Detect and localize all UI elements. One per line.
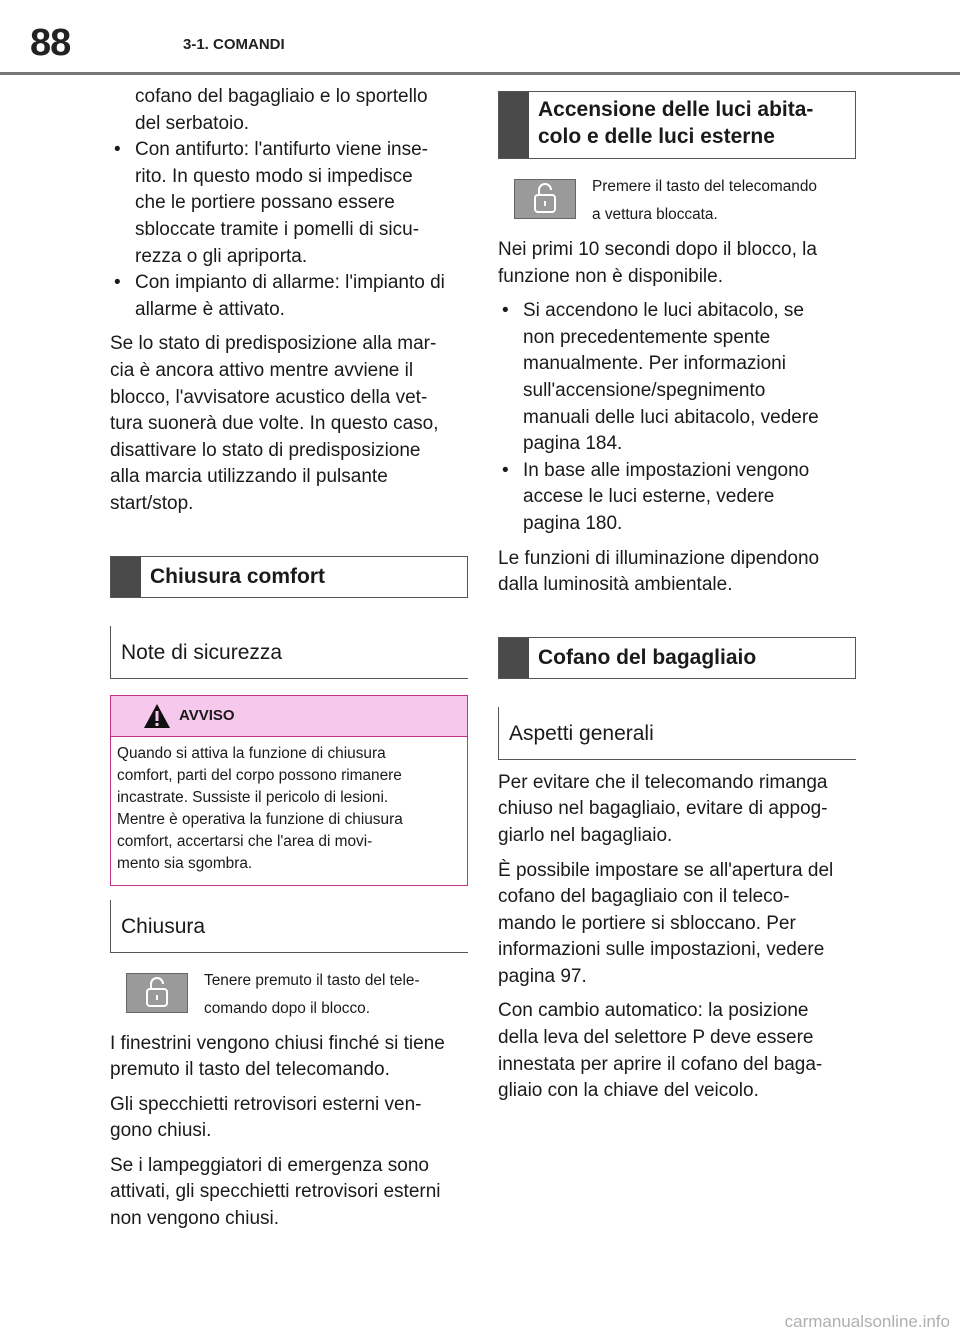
page-number: 88 <box>30 22 71 64</box>
paragraph: I finestrini vengono chiusi finché si tiene premuto il tasto del telecomando. <box>110 1032 445 1081</box>
list-item: • In base alle impostazioni vengono accese le luci esterne, vedere pagina 180. <box>502 459 810 534</box>
warning-triangle-icon <box>143 703 171 729</box>
section-heading-cofano-bagagliaio: Cofano del bagagliaio <box>498 637 856 679</box>
bullet-list <box>498 298 856 537</box>
subheading-chiusura: Chiusura <box>110 900 468 953</box>
warning-label: AVVISO <box>179 706 235 724</box>
text-line: che le portiere possano essere <box>135 192 395 214</box>
padlock-icon <box>514 179 576 219</box>
right-column <box>498 91 856 1113</box>
text-line: sbloccate tramite i pomelli di sicu- <box>135 218 420 240</box>
padlock-icon <box>126 973 188 1013</box>
section-block <box>499 92 529 158</box>
chapter-title: 3-1. COMANDI <box>183 36 285 53</box>
section-block <box>111 557 141 597</box>
key-instruction <box>498 173 856 229</box>
text-line: Con impianto di allarme: l'impianto di <box>135 272 445 294</box>
paragraph: Gli specchietti retrovisori esterni ven- gono chiusi. <box>110 1093 422 1142</box>
section-heading-chiusura-comfort: Chiusura comfort <box>110 556 468 598</box>
paragraph: Con cambio automatico: la posizione della leva del selettore P deve essere innestata per aprire il cofano del baga- gliaio con la chiave del veicolo. <box>498 1000 823 1102</box>
paragraph: Se lo stato di predisposizione alla mar- cia è ancora attivo mentre avviene il blocco, l'avvisatore acustico della vet- tura suonerà due volte. In questo caso, disattivare lo stato di predisposizione alla marcia utilizzando il pulsante start/stop. <box>110 333 439 514</box>
text-line: del serbatoio. <box>135 112 250 134</box>
section-heading-accensione-luci: Accensione delle luci abita- colo e delle luci esterne <box>498 91 856 159</box>
warning-text: Quando si attiva la funzione di chiusura comfort, parti del corpo possono rimanere incastrate. Sussiste il pericolo di lesioni. Mentre è operativa la funzione di chiusura comfort, accertarsi che l'area di movi- mento sia sgombra. <box>117 744 403 872</box>
warning-header <box>111 696 467 737</box>
paragraph: Nei primi 10 secondi dopo il blocco, la funzione non è disponibile. <box>498 239 817 287</box>
paragraph: È possibile impostare se all'apertura del cofano del bagagliaio con il teleco- mando le portiere si sbloccano. Per informazioni sulle impostazioni, vedere pagina 97. <box>498 859 834 987</box>
watermark: carmanualsonline.info <box>784 1312 950 1331</box>
paragraph: Per evitare che il telecomando rimanga chiuso nel bagagliaio, evitare di appog- giarlo nel bagagliaio. <box>498 771 828 846</box>
text-line: cofano del bagagliaio e lo sportello <box>135 86 428 107</box>
key-text: Premere il tasto del telecomando a vettura bloccata. <box>592 178 817 223</box>
list-item: • Con antifurto: l'antifurto viene inse- rito. In questo modo si impedisce che le portiere possano essere sbloccate tramite i pomelli di sicu- rezza o gli apriporta. <box>110 137 468 270</box>
list-item: • Con impianto di allarme: l'impianto di allarme è attivato. <box>110 270 468 323</box>
continued-text <box>110 84 468 137</box>
paragraph: Le funzioni di illuminazione dipendono dalla luminosità ambientale. <box>498 547 820 596</box>
subheading-note-sicurezza: Note di sicurezza <box>110 626 468 679</box>
left-column <box>110 84 468 1241</box>
warning-box <box>110 695 468 886</box>
text-line: rito. In questo modo si impedisce <box>135 165 413 187</box>
list-item: • Si accendono le luci abitacolo, se non precedentemente spente manualmente. Per informazioni sull'accensione/spegnimento manuali delle luci abitacolo, vedere pagina 184. <box>502 300 819 455</box>
text-line: rezza o gli apriporta. <box>135 245 308 267</box>
subheading-aspetti-generali: Aspetti generali <box>498 707 856 760</box>
key-instruction <box>110 967 468 1023</box>
paragraph: Se i lampeggiatori di emergenza sono attivati, gli specchietti retrovisori esterni non vengono chiusi. <box>110 1154 441 1230</box>
header-rule <box>0 72 960 75</box>
section-block <box>499 638 529 678</box>
key-text: Tenere premuto il tasto del tele- comando dopo il blocco. <box>204 971 420 1017</box>
text-line: allarme è attivato. <box>135 298 285 320</box>
text-line: Con antifurto: l'antifurto viene inse- <box>135 139 429 161</box>
page-header <box>0 0 960 74</box>
bullet-list <box>110 137 468 323</box>
